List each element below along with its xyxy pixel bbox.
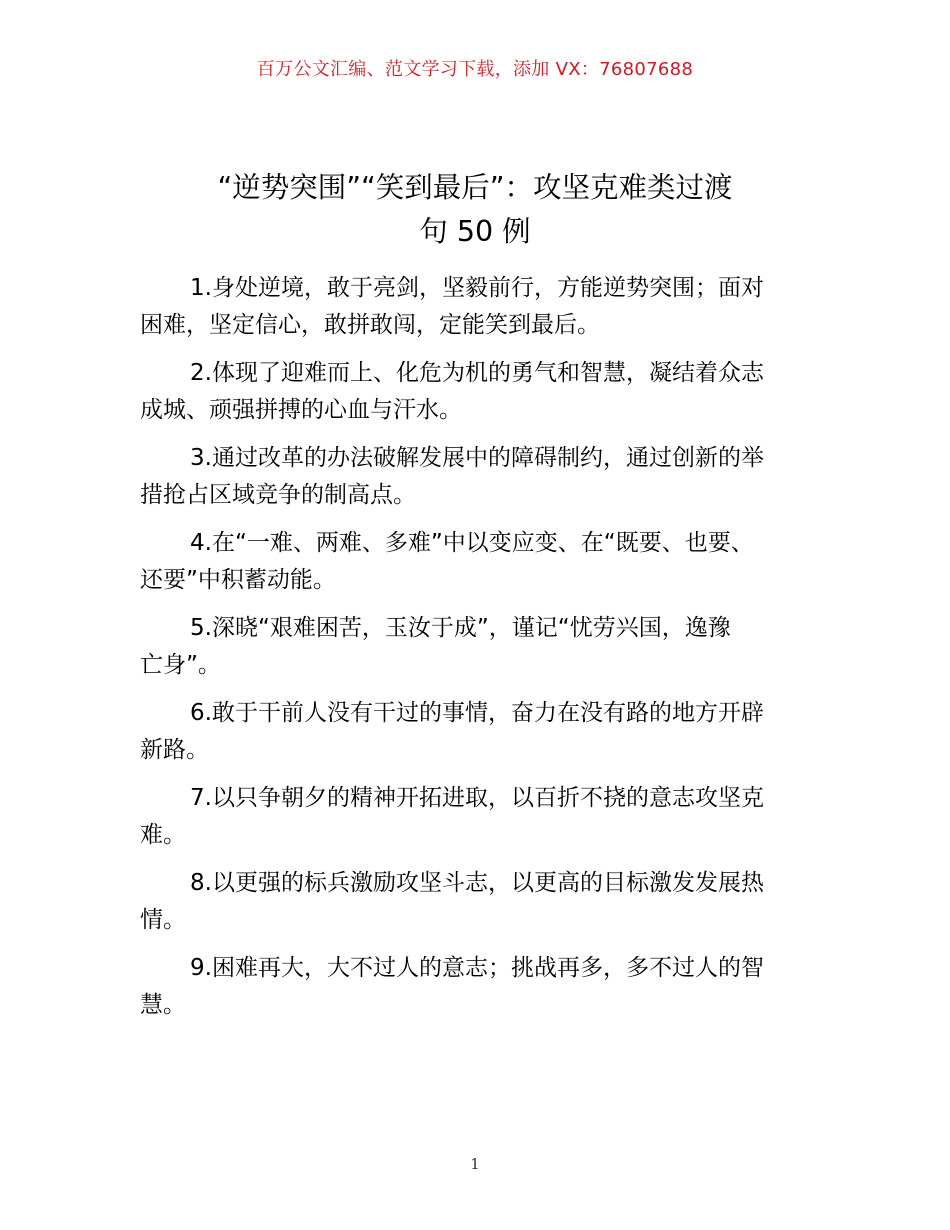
paragraph-line: 新路。	[140, 737, 209, 763]
page-number: 1	[470, 1155, 480, 1173]
page-title	[140, 166, 810, 254]
paragraph-line: 9.困难再大，大不过人的意志；挑战再多，多不过人的智	[190, 955, 764, 981]
paragraph-line: 情。	[140, 907, 186, 933]
header-note: 百万公文汇编、范文学习下载，添加 VX：76807688	[256, 59, 694, 80]
paragraph	[140, 610, 812, 684]
paragraph	[140, 695, 812, 769]
paragraph-line: 8.以更强的标兵激励攻坚斗志，以更高的目标激发发展热	[190, 870, 764, 896]
paragraph	[140, 525, 812, 599]
title-line-1: “逆势突围”“笑到最后”：攻坚克难类过渡	[217, 171, 733, 204]
paragraph-line: 5.深晓“艰难困苦，玉汝于成”，谨记“忧劳兴国，逸豫	[190, 615, 731, 641]
paragraph-line: 难。	[140, 822, 186, 848]
paragraph	[140, 950, 812, 1024]
paragraph	[140, 780, 812, 854]
paragraph-line: 困难，坚定信心，敢拼敢闯，定能笑到最后。	[140, 312, 600, 338]
title-line-2: 句 50 例	[419, 215, 531, 248]
paragraph-line: 1.身处逆境，敢于亮剑，坚毅前行，方能逆势突围；面对	[190, 275, 764, 301]
paragraph	[140, 865, 812, 939]
paragraph	[140, 270, 812, 344]
paragraph-line: 慧。	[140, 992, 186, 1018]
paragraph	[140, 355, 812, 429]
paragraph-line: 6.敢于干前人没有干过的事情，奋力在没有路的地方开辟	[190, 700, 764, 726]
paragraph-line: 7.以只争朝夕的精神开拓进取，以百折不挠的意志攻坚克	[190, 785, 764, 811]
paragraph-line: 4.在“一难、两难、多难”中以变应变、在“既要、也要、	[190, 530, 754, 556]
paragraph-line: 还要”中积蓄动能。	[140, 567, 336, 593]
paragraph-line: 成城、顽强拼搏的心血与汗水。	[140, 397, 462, 423]
paragraph-line: 措抢占区域竞争的制高点。	[140, 482, 416, 508]
paragraph-line: 3.通过改革的办法破解发展中的障碍制约，通过创新的举	[190, 445, 764, 471]
document-body	[140, 270, 812, 1035]
paragraph	[140, 440, 812, 514]
paragraph-line: 2.体现了迎难而上、化危为机的勇气和智慧，凝结着众志	[190, 360, 764, 386]
paragraph-line: 亡身”。	[140, 652, 221, 678]
